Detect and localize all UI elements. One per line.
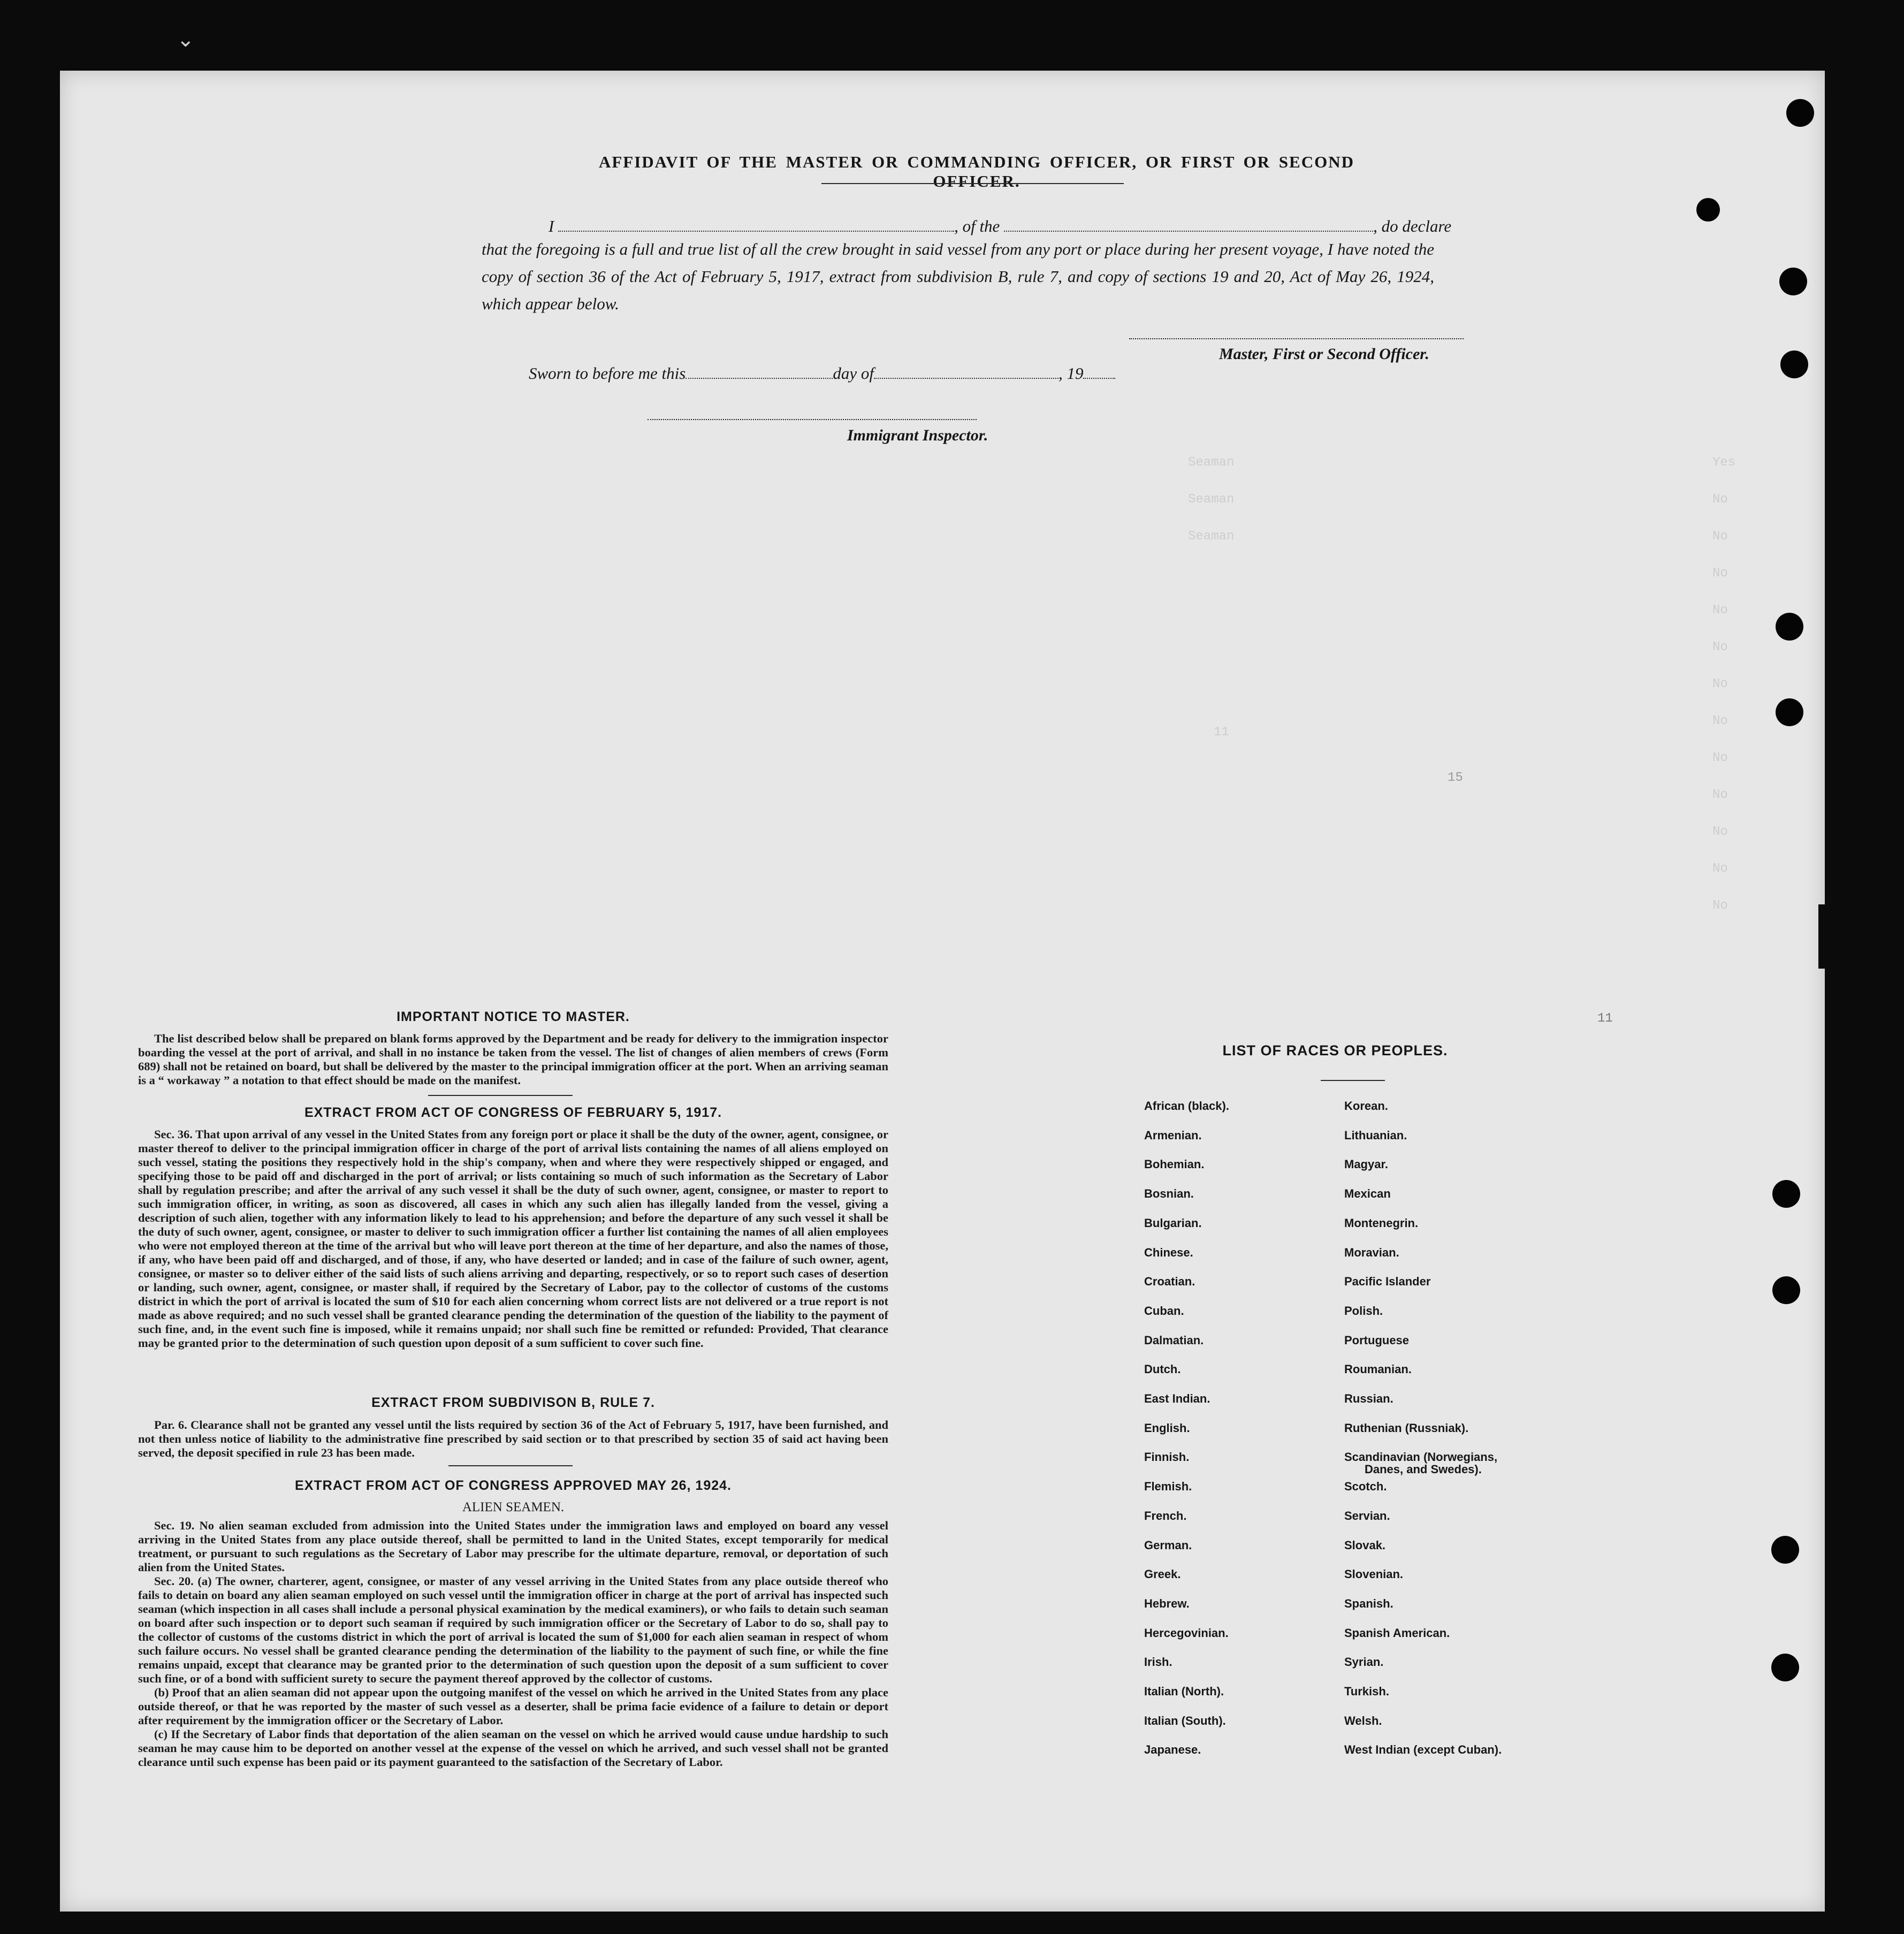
race-item-continuation: Danes, and Swedes). [1365, 1463, 1482, 1476]
punch-hole-icon [1786, 99, 1814, 127]
sworn-line [529, 364, 1481, 383]
rule-7-title: EXTRACT FROM SUBDIVISON B, RULE 7. [371, 1395, 655, 1410]
race-item: Turkish. [1344, 1685, 1389, 1698]
races-title: LIST OF RACES OR PEOPLES. [1222, 1042, 1448, 1059]
alien-seamen-subtitle: ALIEN SEAMEN. [462, 1500, 565, 1514]
race-item: Bosnian. [1144, 1187, 1194, 1201]
race-item: Chinese. [1144, 1245, 1193, 1259]
section-20b: (b) Proof that an alien seaman did not appear upon the outgoing manifest of the vessel on which he arrived in the United States from any place outside thereof, or that he was reported by the master of such vessel as a deserter, shall be prima facie evidence of a failure to detain or deport after requirement by the immigration officer or the Secretary of Labor. [138, 1686, 888, 1727]
title-rule [821, 183, 1124, 184]
race-item: Pacific Islander [1344, 1275, 1431, 1289]
bleed-through-column: Yes No No No No No No No No No No No No [1712, 455, 1736, 913]
section-rule [448, 1465, 573, 1466]
race-item: Spanish American. [1344, 1626, 1450, 1640]
race-item: Japanese. [1144, 1743, 1201, 1757]
race-item: Servian. [1344, 1509, 1390, 1522]
punch-hole-icon [1776, 613, 1803, 641]
section-19: Sec. 19. No alien seaman excluded from admission into the United States under the immigration laws and employed on board any vessel arriving in the United States from any place outside thereof, shall be permitted to land in the United States, except temporarily for medical treatment, or pursuant to such regulations as the Secretary of Labor may prescribe for the ultimate departure, removal, or deportation of such alien from the United States. [138, 1519, 888, 1574]
race-item: Hebrew. [1144, 1596, 1190, 1610]
race-item: Russian. [1344, 1392, 1393, 1405]
day-of-label: day of [833, 364, 874, 383]
pronoun-i: I [549, 217, 554, 235]
punch-hole-icon [1696, 198, 1720, 222]
sworn-year-field[interactable] [1083, 365, 1115, 379]
race-item: Welsh. [1344, 1714, 1382, 1727]
punch-hole-icon [1772, 1276, 1800, 1304]
punch-hole-icon [1771, 1654, 1799, 1681]
race-item: Dutch. [1144, 1362, 1181, 1376]
section-20a: Sec. 20. (a) The owner, charterer, agent, consignee, or master of any vessel arriving in the United States from any place outside thereof who fails to detain on board any alien seaman employed on such vessel until the immigration officer in charge at the port of arrival has inspected such seaman (which inspection in all cases shall include a personal physical examination by the medical examiners), or who fails to detain such seaman on board after such inspection or to deport such seaman if required by such immigration officer or the Secretary of Labor to do so, shall pay to the collector of customs of the customs district in which the port of arrival is located the sum of $1,000 for each alien seaman in respect of whom such failure occurs. No vessel shall be granted clearance pending the determination of the liability to the payment of such fine, or while the fine remains unpaid, except that clearance may be granted prior to the determination of such question upon the deposit of a sum sufficient to cover such fine, or of a bond with sufficient surety to secure the payment thereof approved by the collector of customs. [138, 1574, 888, 1685]
bleed-through-column: Seaman Seaman Seaman [1188, 455, 1235, 544]
punch-hole-icon [1780, 351, 1808, 378]
inspector-signature-label: Immigrant Inspector. [847, 427, 988, 444]
race-item: Ruthenian (Russniak). [1344, 1421, 1469, 1435]
race-item: Montenegrin. [1344, 1216, 1419, 1230]
punch-hole-icon [1776, 698, 1803, 726]
race-item: Bulgarian. [1144, 1216, 1202, 1230]
torn-edge [1818, 904, 1829, 969]
race-item: Magyar. [1344, 1158, 1388, 1171]
inspector-signature-line[interactable] [648, 419, 977, 420]
race-item: Lithuanian. [1344, 1128, 1407, 1142]
race-item: Bohemian. [1144, 1158, 1205, 1171]
race-item: Slovenian. [1344, 1567, 1404, 1581]
race-item: Italian (South). [1144, 1714, 1226, 1727]
act-1924-text [138, 1519, 888, 1769]
race-item: Dalmatian. [1144, 1333, 1204, 1347]
race-item: Flemish. [1144, 1480, 1192, 1494]
race-item: Cuban. [1144, 1304, 1184, 1318]
name-field[interactable] [558, 218, 954, 232]
affidavit-statement: that the foregoing is a full and true list of all the crew brought in said vessel from any port or place during her present voyage, I have noted the copy of section 36 of the Act of February 5, 1917, extract from subdivision B, rule 7, and copy of sections 19 and 20, Act of May 26, 1924, which appear below. [482, 240, 1434, 313]
race-item: Mexican [1344, 1187, 1391, 1201]
year-prefix: , 19 [1058, 364, 1084, 383]
bleed-through-number: 11 [1597, 1011, 1613, 1026]
race-item: Hercegovinian. [1144, 1626, 1229, 1640]
bleed-through-number: 15 [1448, 771, 1463, 785]
race-item: Greek. [1144, 1567, 1181, 1581]
race-item: Scotch. [1344, 1480, 1387, 1494]
act-1917-text: Sec. 36. That upon arrival of any vessel in the United States from any foreign port or place it shall be the duty of the owner, agent, consignee, or master thereof to deliver to the principal immigration officer in charge of the port of arrival lists containing the names of all aliens employed on such vessel, stating the positions they respectively hold in the ship's company, when and where they were respectively shipped or engaged, and specifying those to be paid off and discharged in the port of arrival; or lists containing so much of such information as the Secretary of Labor shall by regulation prescribe; and after the arrival of any such vessel it shall be the duty of such owner, agent, consignee, or master to report to such immigration officer, in writing, as soon as discovered, all cases in which any such alien has illegally landed from the vessel, giving a description of such alien, together with any information likely to lead to his apprehension; and before the departure of any such vessel it shall be the duty of such owner, agent, consignee, or master to deliver to such immigration officer a further list containing the names of all alien employees who were not employed thereon at the time of the arrival but who will leave port thereon at the time of her departure, and also the names of those, if any, who have been paid off and discharged, and of those, if any, who have deserted or landed; and in case of the failure of such owner, agent, consignee, or master so to deliver either of the said lists of such aliens arriving and departing, respectively, or so to report such cases of desertion or landing, such owner, agent, consignee, or master shall, if required by the Secretary of Labor, pay to the collector of customs of the customs district in which the port of arrival is located the sum of $10 for each alien concerning whom correct lists are not delivered or a true report is not made as above required; and no such vessel shall be granted clearance pending the determination of the question of the liability to the payment of such fine, and, in the event such fine is imposed, while it remains unpaid; nor shall such fine be remitted or refunded: Provided, That clearance may be granted prior to the determination of such question upon deposit of a sum sufficient to cover such fine. [138, 1128, 888, 1350]
punch-hole-icon [1779, 268, 1807, 295]
race-item: Portuguese [1344, 1333, 1410, 1347]
notice-text: The list described below shall be prepared on blank forms approved by the Department and be ready for delivery to the immigration inspector boarding the vessel at the port of arrival, and shall in no instance be taken from the vessel. The list of changes of alien members of crews (Form 689) shall not be retained on board, but shall be delivered by the master to the principal immigration officer at the port. When an arriving seaman is a “ workaway ” a notation to that effect should be made on the manifest. [138, 1032, 888, 1087]
master-signature-line[interactable] [1129, 338, 1464, 339]
act-1924-title: EXTRACT FROM ACT OF CONGRESS APPROVED MAY 26, 1924. [295, 1478, 732, 1493]
race-item: Slovak. [1344, 1538, 1386, 1552]
race-item: Armenian. [1144, 1128, 1202, 1142]
section-20c: (c) If the Secretary of Labor finds that deportation of the alien seaman on the vessel on which he arrived would cause undue hardship to such seaman he may cause him to be deported on another vessel at the expense of the vessel on which he arrived, and such vessel shall not be granted clearance until such expense has been paid or its payment guaranteed to the satisfaction of the Secretary of Labor. [138, 1727, 888, 1769]
sworn-day-field[interactable] [686, 365, 833, 379]
race-item: Scandinavian (Norwegians, [1344, 1450, 1498, 1464]
race-item: German. [1144, 1538, 1192, 1552]
section-rule [428, 1095, 573, 1096]
race-item: Roumanian. [1344, 1362, 1412, 1376]
race-item: African (black). [1144, 1099, 1229, 1113]
race-item: Korean. [1344, 1099, 1388, 1113]
race-item: Spanish. [1344, 1596, 1393, 1610]
vessel-field[interactable] [1004, 218, 1373, 232]
master-signature-label: Master, First or Second Officer. [1219, 345, 1429, 363]
rule-7-text: Par. 6. Clearance shall not be granted any vessel until the lists required by section 36 of the Act of February 5, 1917, have been furnished, and not then unless notice of liability to the administrative fine prescribed by said section or to that prescribed by section 35 of said act having been served, the deposit specified in rule 23 has been made. [138, 1418, 888, 1459]
race-item: Croatian. [1144, 1275, 1195, 1289]
punch-hole-icon [1771, 1536, 1799, 1564]
affidavit-declaration-line [482, 217, 1452, 236]
act-1917-title: EXTRACT FROM ACT OF CONGRESS OF FEBRUARY 5, 1917. [304, 1105, 722, 1120]
race-item: Finnish. [1144, 1450, 1190, 1464]
bleed-through-number: 11 [1214, 725, 1229, 740]
races-title-rule [1321, 1080, 1385, 1081]
race-item: Moravian. [1344, 1245, 1399, 1259]
sworn-month-field[interactable] [874, 365, 1058, 379]
affidavit-title: AFFIDAVIT OF THE MASTER OR COMMANDING OFFICER, OR FIRST OR SECOND OFFICER. [598, 153, 1355, 191]
race-item: Italian (North). [1144, 1685, 1224, 1698]
race-item: Irish. [1144, 1655, 1172, 1669]
race-item: West Indian (except Cuban). [1344, 1743, 1502, 1757]
race-item: East Indian. [1144, 1392, 1210, 1405]
race-item: English. [1144, 1421, 1190, 1435]
pencil-mark: ⌄ [177, 27, 195, 51]
race-item: Polish. [1344, 1304, 1383, 1318]
notice-title: IMPORTANT NOTICE TO MASTER. [397, 1009, 630, 1024]
race-item: Syrian. [1344, 1655, 1384, 1669]
punch-hole-icon [1772, 1180, 1800, 1208]
sworn-prefix: Sworn to before me this [529, 364, 686, 383]
do-declare-label: , do declare [1373, 217, 1452, 235]
race-item: French. [1144, 1509, 1187, 1522]
of-the-label: , of the [954, 217, 1000, 235]
